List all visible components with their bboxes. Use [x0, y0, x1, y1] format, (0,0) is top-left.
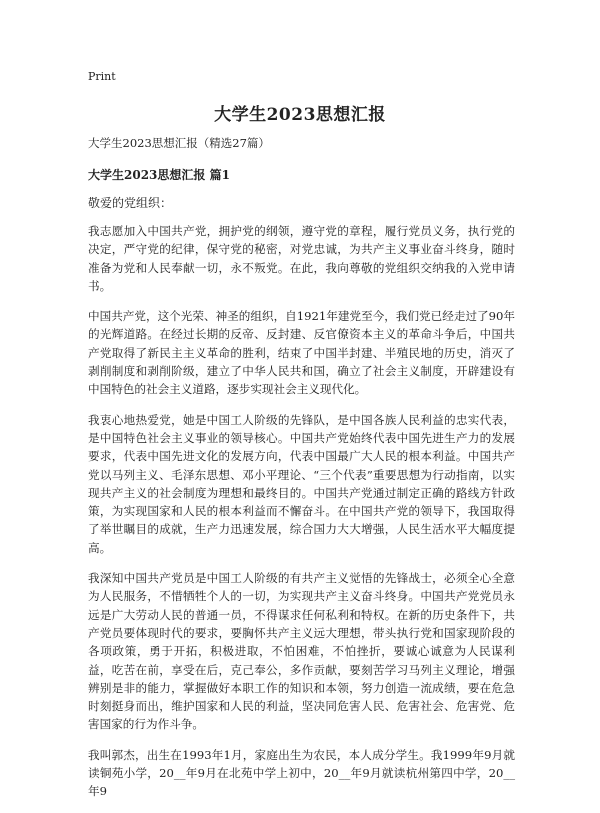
paragraph: 我志愿加入中国共产党，拥护党的纲领，遵守党的章程，履行党员义务，执行党的决定，严守党的纪律，保守党的秘密，对党忠诚，为共产主义事业奋斗终身，随时准备为党和人民奉献一切，永不叛党。在此，我向尊敬的党组织交纳我的入党申请书。: [88, 224, 515, 293]
document-title: 大学生2023思想汇报: [214, 105, 386, 125]
paragraph: 我衷心地热爱党，她是中国工人阶级的先锋队，是中国各族人民利益的忠实代表，是中国特色社会主义事业的领导核心。中国共产党始终代表中国先进生产力的发展要求，代表中国先进文化的发展方向，代表中国最广大人民的根本利益。中国共产党以马列主义、毛泽东思想、邓小平理论、“三个代表”重要思想为行动指南，以实现共产主义的社会制度为理想和最终目的。中国共产党通过制定正确的路线方针政策，为实现国家和人民的根本利益而不懈奋斗。在中国共产党的领导下，我国取得了举世瞩目的成就，生产力迅速发展，综合国力大大增强，人民生活水平大幅度提高。: [88, 412, 515, 555]
section-heading: 大学生2023思想汇报 篇1: [88, 168, 230, 182]
salutation: 敬爱的党组织：: [88, 196, 173, 210]
paragraph: 中国共产党，这个光荣、神圣的组织，自1921年建党至今，我们党已经走过了90年的光辉道路。在经过长期的反帝、反封建、反官僚资本主义的革命斗争后，中国共产党取得了新民主主义革命的胜利，结束了中国半封建、半殖民地的历史，消灭了剥削制度和剥削阶级，建立了中华人民共和国，确立了社会主义制度，开辟建设有中国特色的社会主义道路，逐步实现社会主义现代化。: [88, 309, 515, 397]
paragraph: 我深知中国共产党员是中国工人阶级的有共产主义觉悟的先锋战士，必须全心全意为人民服务，不惜牺牲个人的一切，为实现共产主义奋斗终身。中国共产党党员永远是广大劳动人民的普通一员，不得谋求任何私利和特权。在新的历史条件下，共产党员要体现时代的要求，要胸怀共产主义远大理想，带头执行党和国家现阶段的各项政策，勇于开拓，积极进取，不怕困难，不怕挫折，要诚心诚意为人民谋利益，吃苦在前，享受在后，克己奉公，多作贡献，要刻苦学习马列主义理论，增强辨别是非的能力，掌握做好本职工作的知识和本领，努力创造一流成绩，要在危急时刻挺身而出，维护国家和人民的利益，坚决同危害人民、危害社会、危害党、危害国家的行为作斗争。: [88, 571, 515, 732]
print-link[interactable]: Print: [88, 70, 116, 83]
paragraph: 我叫郭杰，出生在1993年1月，家庭出生为农民，本人成分学生。我1999年9月就读铜苑小学，20__年9月在北苑中学上初中，20__年9月就读杭州第四中学，20__年9: [88, 747, 515, 799]
document-body: [88, 134, 515, 813]
document-subtitle: 大学生2023思想汇报（精选27篇）: [88, 136, 270, 150]
